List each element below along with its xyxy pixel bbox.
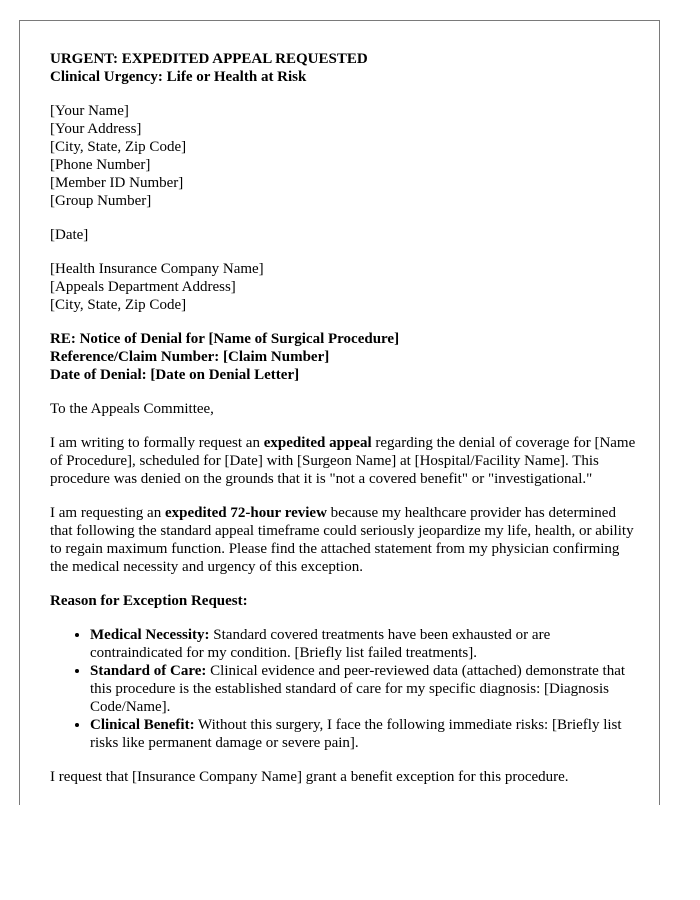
paragraph-text: I am requesting an bbox=[50, 505, 165, 521]
paragraph-text: regarding the denial of coverage for [Name of Procedure], scheduled for [Date] with [Surgeon Name] at [Hospital/Facility Name]. This procedure was denied on the grounds that it is "not a covered benefit" or "investigational." bbox=[50, 435, 636, 487]
reason-text: Standard covered treatments have been exhausted or are contraindicated for my condition. [Briefly list failed treatments]. bbox=[90, 627, 551, 661]
paragraph-text: because my healthcare provider has determined that following the standard appeal timeframe could seriously jeopardize my life, health, or ability to regain maximum function. Please find the attached statement from my physician confirming the medical necessity and urgency of this exception. bbox=[50, 505, 634, 575]
reason-label: Standard of Care: bbox=[90, 663, 207, 679]
reason-text: Clinical evidence and peer-reviewed data (attached) demonstrate that this procedure is the established standard of care for my specific diagnosis: [Diagnosis Code/Name]. bbox=[90, 663, 626, 715]
recipient-line: [Appeals Department Address] bbox=[50, 279, 236, 295]
reason-label: Medical Necessity: bbox=[90, 627, 210, 643]
paragraph-bold-text: expedited appeal bbox=[263, 435, 372, 451]
clinical-urgency-subtitle: Clinical Urgency: Life or Health at Risk bbox=[50, 69, 307, 85]
sender-line: [City, State, Zip Code] bbox=[50, 139, 187, 155]
letter-page bbox=[19, 20, 660, 805]
sender-line: [Group Number] bbox=[50, 193, 152, 209]
salutation: To the Appeals Committee, bbox=[50, 401, 214, 417]
paragraph-bold-text: expedited 72-hour review bbox=[164, 505, 327, 521]
urgent-title: URGENT: EXPEDITED APPEAL REQUESTED bbox=[50, 51, 368, 67]
recipient-line: [Health Insurance Company Name] bbox=[50, 261, 264, 277]
re-line: Date of Denial: [Date on Denial Letter] bbox=[50, 367, 300, 383]
letter-date: [Date] bbox=[50, 227, 89, 243]
reason-text: Without this surgery, I face the following immediate risks: [Briefly list risks like permanent damage or severe pain]. bbox=[90, 717, 622, 751]
list-item bbox=[90, 662, 640, 716]
recipient-line: [City, State, Zip Code] bbox=[50, 297, 187, 313]
recipient-address bbox=[50, 260, 640, 314]
re-line: Reference/Claim Number: [Claim Number] bbox=[50, 349, 330, 365]
sender-line: [Member ID Number] bbox=[50, 175, 184, 191]
letter-header bbox=[50, 50, 640, 86]
reasons-list bbox=[50, 626, 640, 752]
reason-label: Clinical Benefit: bbox=[90, 717, 195, 733]
letter-content bbox=[50, 50, 640, 786]
reasons-heading: Reason for Exception Request: bbox=[50, 593, 248, 609]
re-block bbox=[50, 330, 640, 384]
closing-request: I request that [Insurance Company Name] grant a benefit exception for this procedure. bbox=[50, 769, 569, 785]
list-item bbox=[90, 626, 640, 662]
paragraph-72-hour-review bbox=[50, 504, 640, 576]
paragraph-expedited-appeal bbox=[50, 434, 640, 488]
re-line: RE: Notice of Denial for [Name of Surgical Procedure] bbox=[50, 331, 400, 347]
paragraph-text: I am writing to formally request an bbox=[50, 435, 264, 451]
sender-line: [Your Address] bbox=[50, 121, 142, 137]
sender-line: [Your Name] bbox=[50, 103, 129, 119]
sender-line: [Phone Number] bbox=[50, 157, 151, 173]
list-item bbox=[90, 716, 640, 752]
sender-address bbox=[50, 102, 640, 210]
